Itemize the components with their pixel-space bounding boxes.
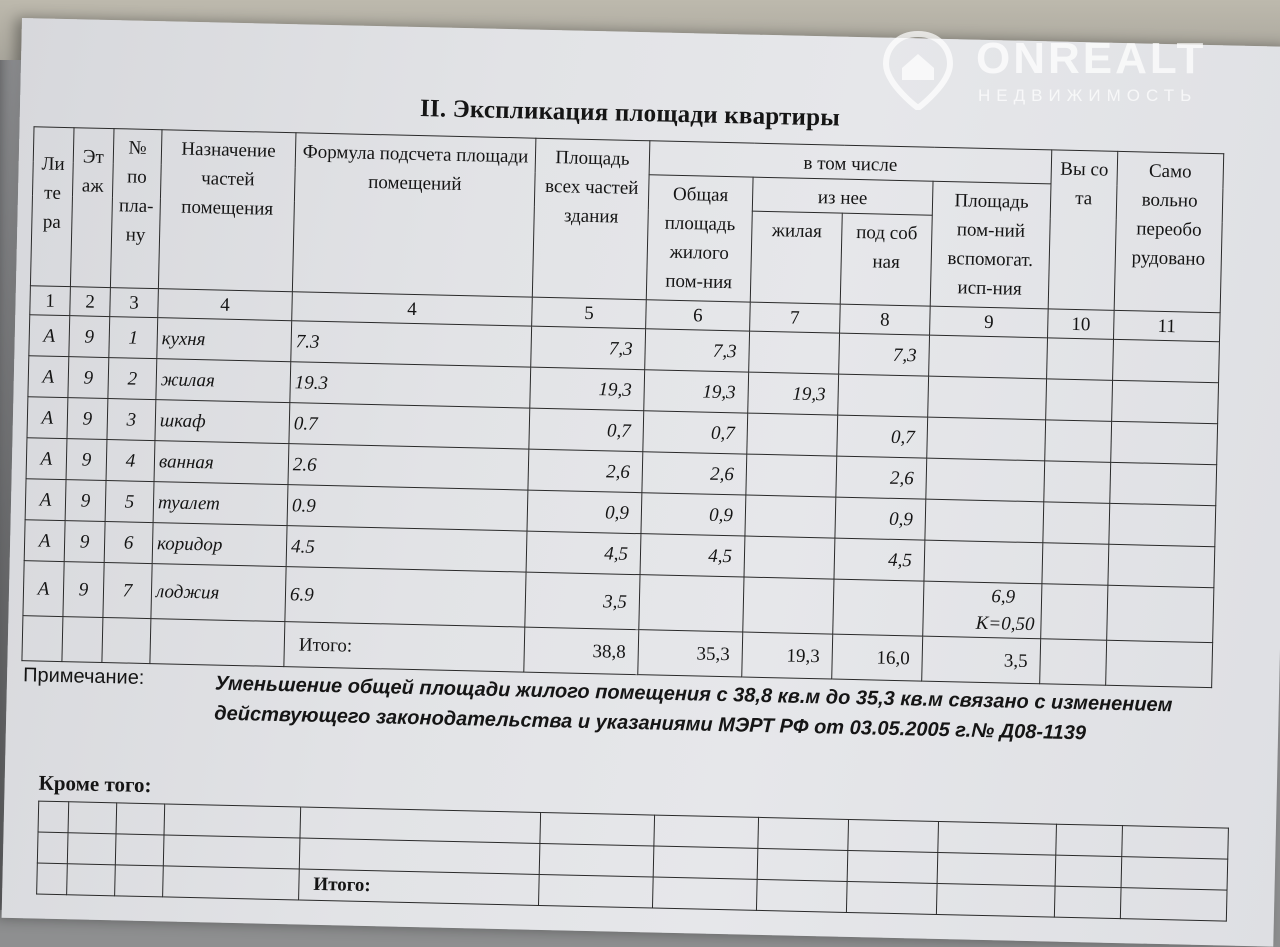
cell-area: 0,7: [529, 408, 644, 452]
totals-living: 19,3: [742, 632, 833, 679]
cell-room-name: туалет: [153, 482, 288, 526]
cell-rebuilt: [1108, 544, 1215, 587]
cell-room-name: жилая: [156, 359, 291, 403]
note-label: Примечание:: [22, 664, 145, 689]
cell-auxiliary: 7,3: [839, 333, 930, 376]
totals-aux-area: 3,5: [922, 636, 1041, 684]
cell-litera: А: [25, 479, 66, 521]
cell-aux-area: [925, 499, 1044, 543]
cell-empty: [62, 617, 103, 663]
watermark-subtitle: НЕДВИЖИМОСТЬ: [978, 86, 1198, 105]
cell-area: 2,6: [528, 449, 643, 493]
cell-rebuilt: [1107, 585, 1214, 642]
header-aux-area: Площадь пом-ний вспомогат. исп-ния: [930, 181, 1051, 309]
cell-litera: А: [24, 520, 65, 562]
cell-formula: 0.9: [287, 485, 528, 531]
cell-empty: [102, 617, 151, 663]
cell-floor: 9: [66, 439, 107, 481]
note-text: Уменьшение общей площади жилого помещения с 38,8 кв.м до 35,3 кв.м связано с изменением действующего законодательства и указаниями МЭРТ РФ от 03.05.2005 г.№ Д08-1139: [214, 672, 1173, 745]
cell-area: 19,3: [530, 367, 645, 411]
cell-litera: А: [23, 561, 64, 617]
col-num: 6: [646, 300, 751, 331]
cell-number: 1: [109, 317, 158, 359]
cell-total-living: 7,3: [645, 329, 750, 372]
cell-auxiliary: 2,6: [836, 456, 927, 499]
cell-room-name: шкаф: [155, 400, 290, 444]
cell-formula: 4.5: [286, 526, 527, 572]
explication-table: [21, 126, 1224, 688]
header-height: Вы со та: [1048, 150, 1118, 310]
cell-room-name: кухня: [157, 318, 292, 362]
header-area-all: Площадь всех частей здания: [532, 138, 650, 300]
totals-auxiliary: 16,0: [832, 634, 923, 681]
cell-living: [743, 577, 834, 634]
cell-aux-area: [923, 581, 1042, 639]
cell-number: 3: [107, 399, 156, 441]
cell-number: 4: [106, 440, 155, 482]
cell-total-living: [639, 575, 744, 632]
cell-living: [747, 413, 838, 456]
col-num: 1: [30, 286, 71, 316]
header-rebuilt: Само вольно переобо рудовано: [1114, 151, 1224, 312]
cell-formula: 7.3: [291, 321, 532, 367]
cell-aux-area: [929, 335, 1048, 379]
col-num: 11: [1113, 310, 1220, 341]
cell-total-living: 2,6: [642, 452, 747, 495]
cell-formula: 19.3: [290, 362, 531, 408]
cell-litera: А: [27, 397, 68, 439]
cell-height: [1042, 543, 1109, 585]
cell-living: [746, 454, 837, 497]
cell-auxiliary: [833, 579, 924, 636]
col-num: 2: [70, 287, 111, 317]
cell-number: 7: [103, 563, 152, 619]
cell-formula: 2.6: [288, 444, 529, 490]
col-num: 7: [750, 302, 841, 333]
header-formula: Формула подсчета площади помещений: [292, 133, 536, 297]
header-total-living: Общая площадь жилого пом-ния: [646, 175, 753, 302]
header-plan-number: № по пла- ну: [110, 129, 162, 289]
totals-total-living: 35,3: [638, 630, 743, 677]
cell-litera: А: [26, 438, 67, 480]
cell-area: 3,5: [525, 572, 640, 630]
cell-room-name: лоджия: [151, 564, 286, 622]
cell-aux-area: [928, 376, 1047, 420]
cell-room-name: ванная: [154, 441, 289, 485]
cell-auxiliary: 0,7: [837, 415, 928, 458]
header-floor: Эт аж: [70, 128, 114, 288]
cell-height: [1045, 420, 1112, 462]
cell-height: [1047, 338, 1114, 380]
cell-litera: А: [28, 356, 69, 398]
col-num: 3: [110, 288, 159, 318]
cell-aux-area: [924, 540, 1043, 584]
cell-height: [1044, 461, 1111, 503]
cell-room-name: коридор: [152, 523, 287, 567]
header-auxiliary: под соб ная: [840, 213, 932, 306]
totals-area: 38,8: [524, 627, 639, 675]
col-num: 10: [1048, 309, 1115, 339]
cell-rebuilt: [1111, 421, 1218, 464]
cell-number: 2: [108, 358, 157, 400]
col-num: 9: [930, 306, 1049, 338]
house-pin-icon: [882, 30, 954, 110]
header-of-it: из нее: [752, 177, 933, 215]
header-purpose: Назначение частей помещения: [158, 130, 296, 292]
cell-height: [1041, 584, 1108, 640]
loggia-aux-area: 6,9: [991, 586, 1016, 608]
cell-formula: 6.9: [285, 567, 526, 627]
additionally-label: Кроме того:: [38, 770, 152, 798]
document-title: II. Экспликация площади квартиры: [419, 95, 841, 132]
cell-floor: 9: [65, 480, 106, 522]
cell-floor: 9: [68, 357, 109, 399]
cell-number: 6: [104, 522, 153, 564]
cell-area: 4,5: [526, 531, 641, 575]
cell-aux-area: [926, 458, 1045, 502]
cell-total-living: 0,9: [641, 493, 746, 536]
header-living: жилая: [750, 211, 842, 304]
col-num: 4: [158, 289, 293, 321]
cell-total-living: 19,3: [644, 370, 749, 413]
cell-empty: [22, 616, 63, 662]
cell-rebuilt: [1109, 503, 1216, 546]
cell-aux-area: [927, 417, 1046, 461]
cell-rebuilt: [1113, 339, 1220, 382]
watermark: [882, 28, 1252, 118]
cell-height: [1043, 502, 1110, 544]
cell-living: 19,3: [748, 372, 839, 415]
cell-floor: 9: [64, 521, 105, 563]
cell-height: [1040, 639, 1107, 685]
cell-height: [1046, 379, 1113, 421]
header-including: в том числе: [649, 141, 1052, 184]
loggia-coefficient: К=0,50: [975, 612, 1035, 636]
cell-total-living: 4,5: [640, 534, 745, 577]
cell-formula: 0.7: [289, 403, 530, 449]
document-page: [2, 18, 1280, 947]
cell-number: 5: [105, 481, 154, 523]
cell-rebuilt: [1106, 640, 1213, 687]
cell-auxiliary: [838, 374, 929, 417]
cell-floor: 9: [63, 562, 104, 618]
cell-area: 0,9: [527, 490, 642, 534]
cell-auxiliary: 0,9: [835, 497, 926, 540]
cell-floor: 9: [67, 398, 108, 440]
cell-auxiliary: 4,5: [834, 538, 925, 581]
cell-living: [745, 495, 836, 538]
col-num: 5: [532, 297, 647, 329]
cell-living: [749, 331, 840, 374]
cell-total-living: 0,7: [643, 411, 748, 454]
cell-rebuilt: [1110, 462, 1217, 505]
cell-floor: 9: [69, 316, 110, 358]
cell-rebuilt: [1112, 380, 1219, 423]
cell-empty: [150, 619, 285, 667]
cell-area: 7,3: [531, 326, 646, 370]
col-num: 4: [292, 292, 533, 326]
additional-table: [36, 801, 1229, 922]
watermark-brand: ONREALT: [976, 34, 1207, 83]
col-num: 8: [840, 304, 931, 335]
totals-label: Итого:: [284, 622, 525, 672]
additional-totals-label: Итого:: [299, 869, 540, 905]
cell-litera: А: [29, 315, 70, 357]
cell-living: [744, 536, 835, 579]
header-litera: Ли те ра: [30, 127, 74, 287]
